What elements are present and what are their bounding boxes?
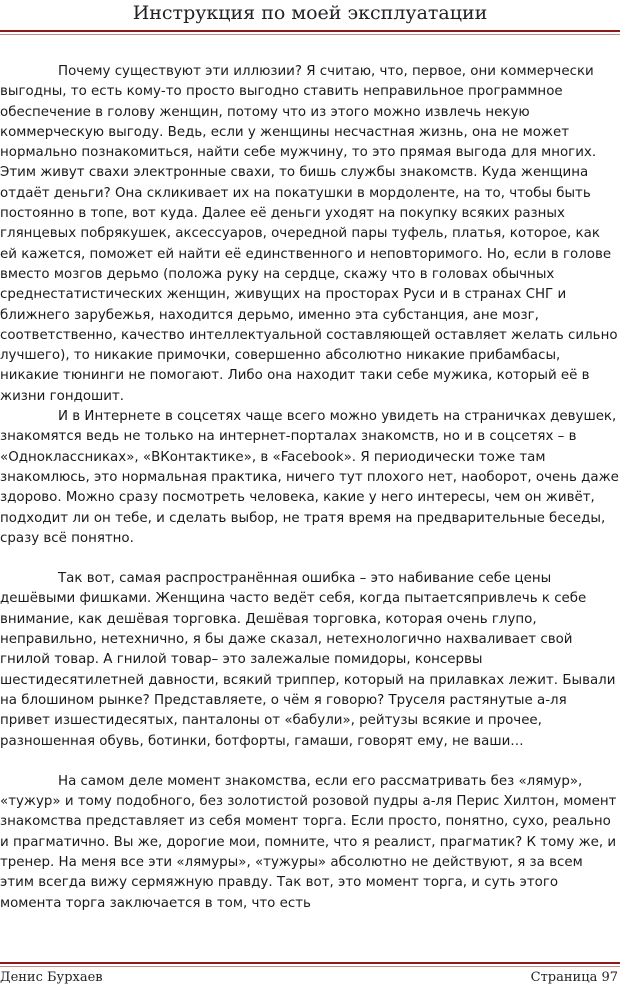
footer-rule bbox=[0, 962, 620, 964]
paragraph: На самом деле момент знакомства, если его рассматривать без «лямур», «тужур» и тому подобного, без золотистой розовой пудры а-ля Перис Хилтон, момент знакомства представляет из себя момент торга. Если просто, понятно, сухо, реально и прагматично. Вы же, дорогие мои, помните, что я реалист, прагматик? К тому же, и тренер. На меня все эти «лямуры», «тужуры» абсолютно не действуют, я за всем этим всегда вижу сермяжную правду. Так вот, это момент торга, и суть этого момента торга заключается в том, что есть bbox=[0, 773, 617, 911]
header-rule-thin bbox=[0, 34, 620, 35]
page-header-title: Инструкция по моей эксплуатации bbox=[132, 2, 488, 24]
footer-rule-thin bbox=[0, 966, 620, 967]
footer-author: Денис Бурхаев bbox=[0, 970, 103, 985]
body-text bbox=[0, 62, 620, 914]
paragraph: Так вот, самая распространённая ошибка – это набивание себе цены дешёвыми фишками. Женщина часто ведёт себя, когда пытаетсяпривлечь к себе внимание, как дешёвая торговка. Дешёвая торговка, которая очень глупо, неправильно, нетехнично, я бы даже сказал, нетехнологично нахваливает свой гнилой товар. А гнилой товар– это залежалые помидоры, консервы шестидесятилетней давности, всякий триппер, который на прилавках лежит. Бывали на блошином рынке? Представляете, о чём я говорю? Труселя растянутые а-ля привет изшестидесятых, панталоны от «бабули», рейтузы всякие и прочее, разношенная обувь, ботинки, ботфорты, гамаши, говорят ему, не ваши… bbox=[0, 571, 616, 749]
paragraph: И в Интернете в соцсетях чаще всего можно увидеть на страничках девушек, знакомятся ведь не только на интернет-порталах знакомств, но и в соцсетях – в «Одноклассниках», «ВКонтактике», в «Facebook». Я периодически тоже там знакомлюсь, это нормальная практика, ничего тут плохого нет, наоборот, очень даже здорово. Можно сразу посмотреть человека, какие у него интересы, чем он живёт, подходит ли он тебе, и сделать выбор, не тратя время на предварительные беседы, сразу всё понятно. bbox=[0, 409, 619, 546]
header-rule bbox=[0, 30, 620, 32]
paragraph: Почему существуют эти иллюзии? Я считаю, что, первое, они коммерчески выгодны, то есть кому-то просто выгодно ставить неправильное программное обеспечение в голову женщин, потому что из этого можно извлечь некую коммерческую выгоду. Ведь, если у женщины несчастная жизнь, она не может нормально познакомиться, найти себе мужчину, то это прямая выгода для многих. Этим живут свахи электронные свахи, то бишь службы знакомств. Куда женщина отдаёт деньги? Она скликивает их на покатушки в мордоленте, на то, чтобы быть постоянно в топе, вот куда. Далее её деньги уходят на покупку всяких разных глянцевых побрякушек, аксессуаров, очередной пары туфель, платья, которое, как ей кажется, поможет ей найти её единственного и неповторимого. Но, если в голове вместо мозгов дерьмо (положа руку на сердце, скажу что в головах обычных среднестатистических женщин, живущих на просторах Руси и в странах СНГ и ближнего зарубежья, находится дерьмо, именно эта субстанция, ане мозг, соответственно, качество интеллектуальной составляющей оставляет желать сильно лучшего), то никакие примочки, совершенно абсолютно никакие прибамбасы, никакие тюнинги не помогают. Либо она находит таки себе мужика, который её в жизни гондошит. bbox=[0, 64, 618, 404]
page-number: Страница 97 bbox=[530, 970, 618, 985]
